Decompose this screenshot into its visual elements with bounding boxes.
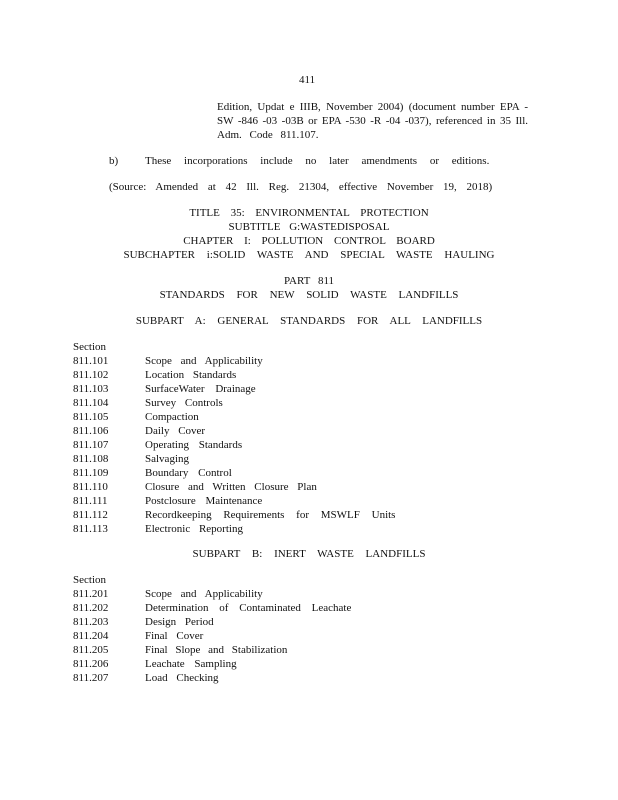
source-note: (Source: Amended at 42 Ill. Reg. 21304, effective November 19, 2018) — [109, 181, 493, 193]
section-title: Electronic Reporting — [145, 523, 243, 535]
section-number: 811.204 — [73, 630, 109, 642]
section-number: 811.113 — [73, 523, 108, 535]
section-title: Scope and Applicability — [145, 588, 263, 600]
part-number: PART 811 — [283, 275, 335, 287]
item-b-text: These incorporations include no later amendments or editions. — [145, 155, 490, 167]
section-title: Compaction — [145, 411, 199, 423]
section-title: Design Period — [145, 616, 214, 628]
title-heading: TITLE 35: ENVIRONMENTAL PROTECTION — [189, 207, 429, 219]
section-number: 811.101 — [73, 355, 109, 367]
section-number: 811.203 — [73, 616, 109, 628]
continuation-line-1: Edition, Updat e IIIB, November 2004) (document number EPA - — [217, 101, 528, 113]
section-number: 811.112 — [73, 509, 108, 521]
part-name: STANDARDS FOR NEW SOLID WASTE LANDFILLS — [159, 289, 459, 301]
section-number: 811.206 — [73, 658, 109, 670]
section-title: Salvaging — [145, 453, 189, 465]
section-number: 811.205 — [73, 644, 109, 656]
section-number: 811.108 — [73, 453, 109, 465]
section-number: 811.207 — [73, 672, 109, 684]
item-b-label: b) — [109, 155, 119, 167]
section-title: Recordkeeping Requirements for MSWLF Units — [145, 509, 396, 521]
section-number: 811.109 — [73, 467, 109, 479]
section-title: Final Slope and Stabilization — [145, 644, 288, 656]
section-number: 811.202 — [73, 602, 109, 614]
section-title: Closure and Written Closure Plan — [145, 481, 317, 493]
page-number: 411 — [299, 74, 316, 86]
chapter-heading: CHAPTER I: POLLUTION CONTROL BOARD — [183, 235, 435, 247]
section-title: Final Cover — [145, 630, 204, 642]
section-number: 811.103 — [73, 383, 109, 395]
section-title: Daily Cover — [145, 425, 206, 437]
section-number: 811.102 — [73, 369, 109, 381]
section-title: Operating Standards — [145, 439, 243, 451]
subchapter-heading: SUBCHAPTER i:SOLID WASTE AND SPECIAL WASTE HAULING — [123, 249, 495, 261]
section-label: Section — [73, 341, 106, 353]
section-title: Load Checking — [145, 672, 219, 684]
section-title: SurfaceWater Drainage — [145, 383, 256, 395]
continuation-line-3: Adm. Code 811.107. — [217, 129, 319, 141]
section-title: Determination of Contaminated Leachate — [145, 602, 352, 614]
continuation-line-2: SW -846 -03 -03B or EPA -530 -R -04 -037), referenced in 35 Ill. — [217, 115, 528, 127]
section-title: Scope and Applicability — [145, 355, 263, 367]
section-number: 811.104 — [73, 397, 109, 409]
section-title: Boundary Control — [145, 467, 232, 479]
section-title: Location Standards — [145, 369, 237, 381]
section-number: 811.201 — [73, 588, 109, 600]
section-number: 811.111 — [73, 495, 108, 507]
section-label: Section — [73, 574, 106, 586]
section-title: Survey Controls — [145, 397, 223, 409]
subtitle-heading: SUBTITLE G:WASTEDISPOSAL — [228, 221, 390, 233]
section-title: Leachate Sampling — [145, 658, 237, 670]
section-number: 811.106 — [73, 425, 109, 437]
section-title: Postclosure Maintenance — [145, 495, 263, 507]
subpart-b-heading: SUBPART B: INERT WASTE LANDFILLS — [192, 548, 426, 560]
section-number: 811.107 — [73, 439, 109, 451]
subpart-a-heading: SUBPART A: GENERAL STANDARDS FOR ALL LANDFILLS — [135, 315, 483, 327]
section-number: 811.110 — [73, 481, 108, 493]
section-number: 811.105 — [73, 411, 109, 423]
